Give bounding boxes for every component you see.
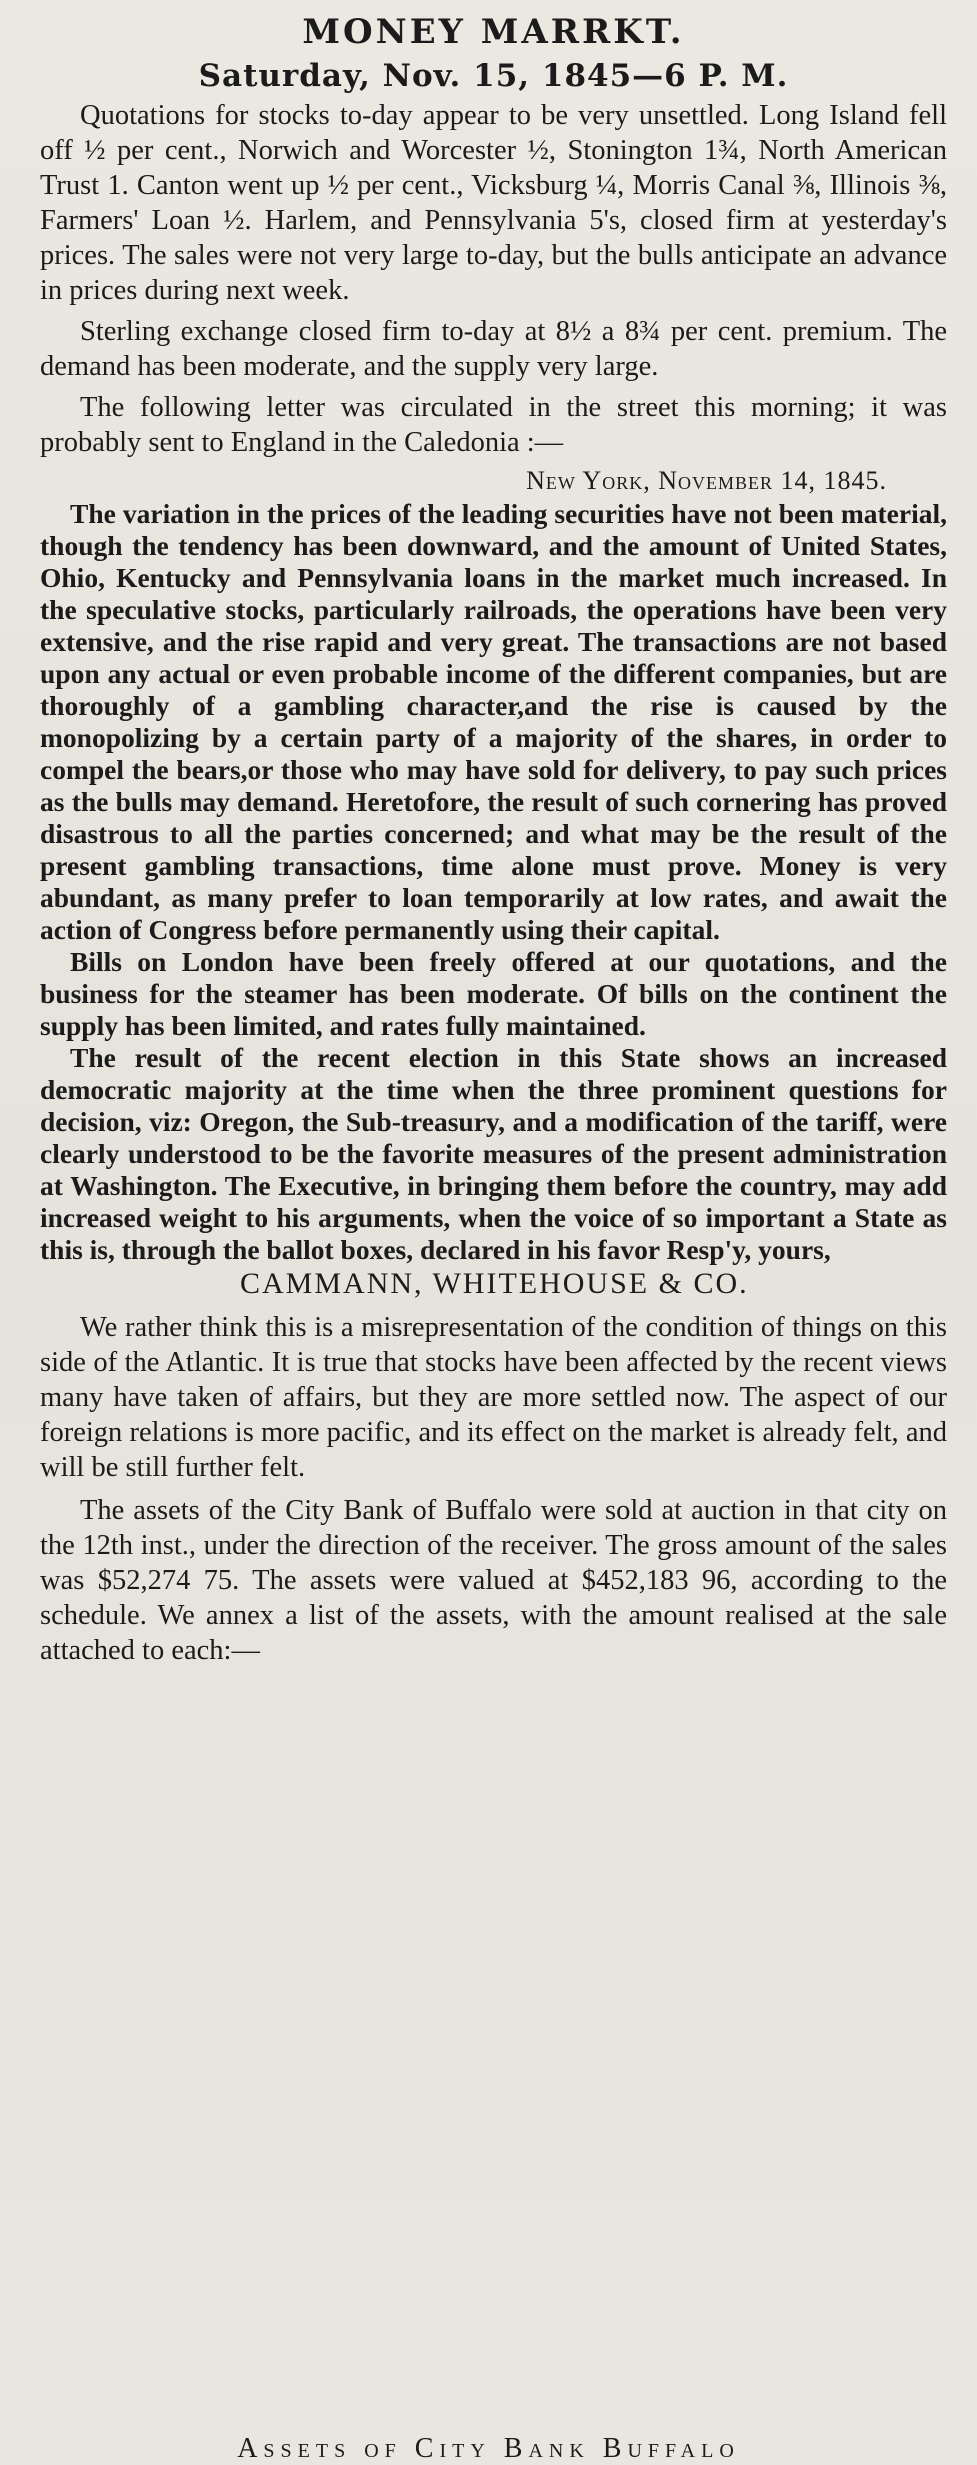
subheading-assets-cut-off: Assets of City Bank Buffalo <box>237 2433 740 2464</box>
paragraph-misrepresentation: We rather think this is a misrepresentation of the condition of things on this side of the Atlantic. It is true that stocks have been affected by the recent views many have taken of affairs, but they are more settled now. The aspect of our foreign relations is more pacific, and its effect on the market is already felt, and will be still further felt. <box>40 1312 947 1483</box>
paragraph-letter-intro: The following letter was circulated in the street this morning; it was probably sent to England in the Caledonia :— <box>40 392 947 458</box>
letter-paragraph-bills: Bills on London have been freely offered at our quotations, and the business for the steamer has been moderate. Of bills on the continent the supply has been limited, and rates fully maintained. <box>40 946 947 1041</box>
letter-signature: CAMMANN, WHITEHOUSE & CO. <box>240 1267 749 1300</box>
letter-date: New York, November 14, 1845. <box>526 466 887 495</box>
letter-paragraph-election: The result of the recent election in this State shows an increased democratic majority at the time when the three prominent questions for decision, viz: Oregon, the Sub-treasury, and a modification of the tariff, were clearly understood to be the favorite measures of the present administration at Washington. The Executive, in bringing them before the country, may add increased weight to his arguments, when the voice of so important a State as this is, through the ballot boxes, declared in his favor Resp'y, yours, <box>40 1042 947 1265</box>
paragraph-stock-quotations: Quotations for stocks to-day appear to be very unsettled. Long Island fell off ½ per cent., Norwich and Worcester ½, Stonington 1¾, North American Trust 1. Canton went up ½ per cent., Vicksburg ¼, Morris Canal ⅜, Illinois ⅜, Farmers' Loan ½. Harlem, and Pennsylvania 5's, closed firm at yesterday's prices. The sales were not very large to-day, but the bulls anticipate an advance in prices during next week. <box>40 100 947 306</box>
paragraph-sterling-exchange: Sterling exchange closed firm to-day at 8½ a 8¾ per cent. premium. The demand has been moderate, and the supply very large. <box>40 316 947 382</box>
letter-paragraph-securities: The variation in the prices of the leading securities have not been material, though the tendency has been downward, and the amount of United States, Ohio, Kentucky and Pennsylvania loans in the market much increased. In the speculative stocks, particularly railroads, the operations have been very extensive, and the rise rapid and very great. The transactions are not based upon any actual or even probable income of the different companies, but are thoroughly of a gambling character,and the rise is caused by the monopolizing by a certain party of a majority of the shares, in order to compel the bears,or those who may have sold for delivery, to pay such prices as the bulls may demand. Heretofore, the result of such cornering has proved disastrous to all the parties concerned; and what may be the result of the present gambling transactions, time alone must prove. Money is very abundant, as many prefer to loan temporarily at low rates, and await the action of Congress before permanently using their capital. <box>40 498 947 945</box>
article-title: MONEY MARRKT. <box>302 12 685 52</box>
article-dateline: Saturday, Nov. 15, 1845—6 P. M. <box>198 58 789 94</box>
paragraph-city-bank-buffalo: The assets of the City Bank of Buffalo were sold at auction in that city on the 12th inst., under the direction of the receiver. The gross amount of the sales was $52,274 75. The assets were valued at $452,183 96, according to the schedule. We annex a list of the assets, with the amount realised at the sale attached to each:— <box>40 1495 947 1666</box>
